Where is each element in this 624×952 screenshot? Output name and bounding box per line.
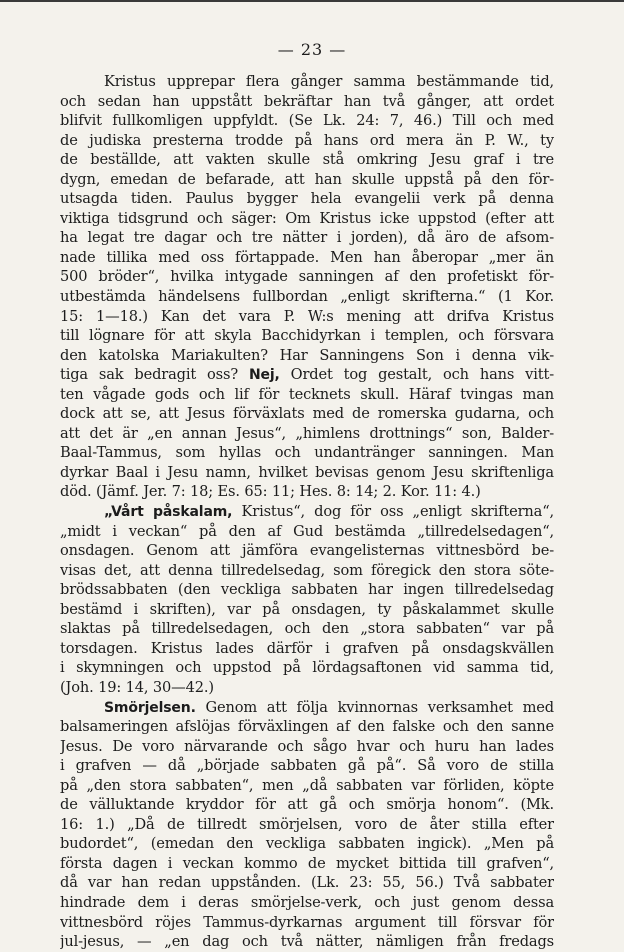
section-line-vart-paskalam xyxy=(60,502,554,522)
section-line-smorjelsen xyxy=(60,698,554,718)
text-line: dyrkar Baal i Jesu namn, hvilket bevisas genom Jesu skriftenliga xyxy=(60,463,554,481)
text-line: dock att se, att Jesus förväxlats med de romerska gudarna, och xyxy=(60,405,554,423)
text-line: budordet“, (emedan den veckliga sabbaten ingick). „Men på xyxy=(60,835,554,853)
section-heading-smorjelsen: Smörjelsen. xyxy=(104,699,196,716)
text-line: Jesus. De voro närvarande och sågo hvar och huru han lades xyxy=(60,737,554,755)
text-line: utsagda tiden. Paulus bygger hela evangelii verk på denna xyxy=(60,190,554,208)
text-line: ha legat tre dagar och tre nätter i jorden), då äro de afsom- xyxy=(60,229,554,247)
text-fragment: Ordet tog gestalt, och hans vitt- xyxy=(279,366,554,384)
text-line-with-bold xyxy=(60,365,554,385)
text-line: nade tillika med oss förtappade. Men han åberopar „mer än xyxy=(60,248,554,266)
text-line: Baal-Tammus, som hyllas och undantränger sanningen. Man xyxy=(60,444,554,462)
text-line: och sedan han uppstått bekräftar han två gånger, att ordet xyxy=(60,92,554,110)
text-line: första dagen i veckan kommo de mycket bittida till grafven“, xyxy=(60,854,554,872)
text-line: ten vågade gods och lif för tecknets skull. Häraf tvingas man xyxy=(60,385,554,403)
text-line: blifvit fullkomligen uppfyldt. (Se Lk. 24: 7, 46.) Till och med xyxy=(60,112,554,130)
text-line: att det är „en annan Jesus“, „himlens drottnings“ son, Balder- xyxy=(60,424,554,442)
text-line: jul-jesus, — „en dag och två nätter, nämligen från fredags xyxy=(60,933,554,951)
text-line: brödssabbaten (den veckliga sabbaten har ingen tillredelsedag xyxy=(60,581,554,599)
page-number: — 23 — xyxy=(277,40,347,59)
text-line: Kristus upprepar flera gånger samma bestämmande tid, xyxy=(104,73,554,90)
scan-edge-rule xyxy=(0,0,624,2)
text-line: onsdagen. Genom att jämföra evangelisternas vittnesbörd be- xyxy=(60,542,554,560)
text-line: torsdagen. Kristus lades därför i grafven på onsdagskvällen xyxy=(60,639,554,657)
text-line: 500 bröder“, hvilka intygade sanningen af den profetiskt för- xyxy=(60,268,554,286)
text-line: „midt i veckan“ på den af Gud bestämda „tillredelsedagen“, xyxy=(60,522,554,540)
text-line: den katolska Mariakulten? Har Sanningens Son i denna vik- xyxy=(60,346,554,364)
text-line: (Joh. 19: 14, 30—42.) xyxy=(60,678,214,696)
text-line: hindrade dem i deras smörjelse-verk, och just genom dessa xyxy=(60,893,554,911)
text-line: slaktas på tillredelsedagen, och den „stora sabbaten“ var på xyxy=(60,620,554,638)
text-line: viktiga tidsgrund och säger: Om Kristus icke uppstod (efter att xyxy=(60,209,554,227)
text-line: visas det, att denna tillredelsedag, som föregick den stora söte- xyxy=(60,561,554,579)
text-line: 15: 1—18.) Kan det vara P. W:s mening att drifva Kristus xyxy=(60,307,554,325)
text-line: balsameringen afslöjas förväxlingen af den falske och den sanne xyxy=(60,718,554,736)
text-line: till lögnare för att skyla Bacchidyrkan i templen, och försvara xyxy=(60,327,554,345)
text-fragment: Genom att följa kvinnornas verksamhet med xyxy=(205,698,554,716)
text-fragment: Kristus“, dog för oss „enligt skrifterna“, xyxy=(241,503,554,521)
body-text xyxy=(60,72,554,952)
text-line: död. (Jämf. Jer. 7: 18; Es. 65: 11; Hes. 8: 14; 2. Kor. 11: 4.) xyxy=(60,483,481,501)
text-line: de judiska presterna trodde på hans ord mera än P. W., ty xyxy=(60,131,554,149)
text-fragment: tiga sak bedragit oss? xyxy=(60,366,239,384)
text-line: 16: 1.) „Då de tillredt smörjelsen, voro de åter stilla efter xyxy=(60,815,554,833)
text-line: på „den stora sabbaten“, men „då sabbaten var förliden, köpte xyxy=(60,776,554,794)
text-line: i skymningen och uppstod på lördagsaftonen vid samma tid, xyxy=(60,659,554,677)
bold-word-nej: Nej, xyxy=(248,367,280,384)
section-heading-vart-paskalam: „Vårt påskalam, xyxy=(104,504,233,521)
text-line: de beställde, att vakten skulle stå omkring Jesu graf i tre xyxy=(60,151,554,169)
text-line: dygn, emedan de befarade, att han skulle uppstå på den för- xyxy=(60,170,554,188)
text-line: de välluktande kryddor för att gå och smörja honom“. (Mk. xyxy=(60,796,554,814)
text-line: utbestämda händelsens fullbordan „enligt skrifterna.“ (1 Kor. xyxy=(60,288,554,306)
text-line: i grafven — då „började sabbaten gå på“. Så voro de stilla xyxy=(60,757,554,775)
text-line: bestämd i skriften), var på onsdagen, ty påskalammet skulle xyxy=(60,600,554,618)
text-line: då var han redan uppstånden. (Lk. 23: 55, 56.) Två sabbater xyxy=(60,874,554,892)
text-line: vittnesbörd röjes Tammus-dyrkarnas argument till försvar för xyxy=(60,913,554,931)
